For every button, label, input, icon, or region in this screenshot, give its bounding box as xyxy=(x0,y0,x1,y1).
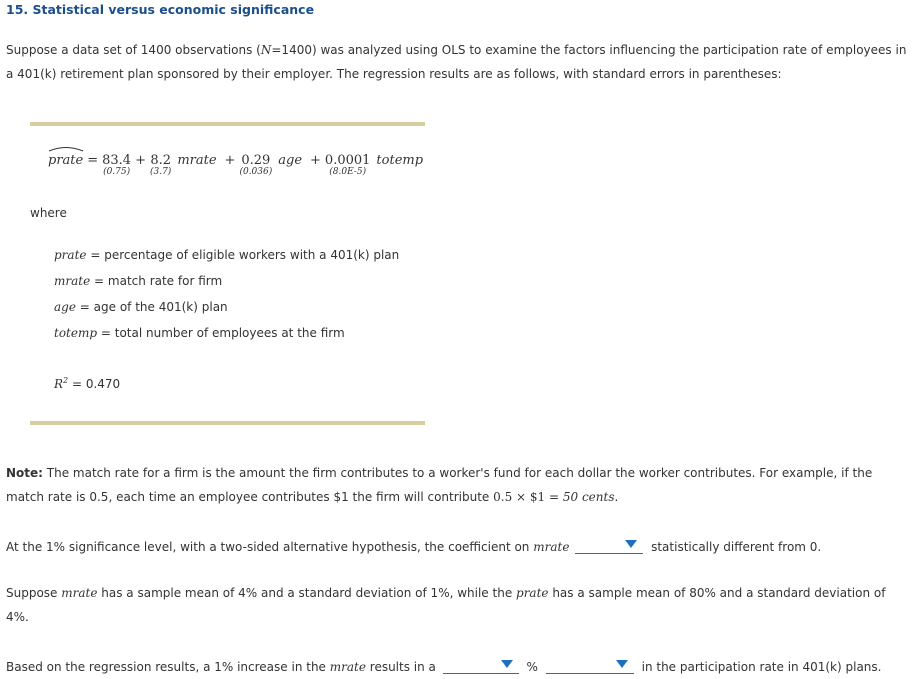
question-3: Based on the regression results, a 1% increase in the mrate results in a % in the participation rate in 401(k) plans. xyxy=(6,657,881,674)
term-coef-totemp: 0.0001 (8.0E-5) xyxy=(324,153,371,177)
question-2-line-1: Suppose mrate has a sample mean of 4% and a standard deviation of 1%, while the prate has a sample mean of 80% and a standard deviation of xyxy=(6,586,886,600)
question-2-line-2: 4%. xyxy=(6,610,29,624)
significance-dropdown[interactable] xyxy=(575,537,643,554)
definition-prate: prate = percentage of eligible workers with a 401(k) plan xyxy=(54,248,400,262)
chevron-down-icon[interactable] xyxy=(625,540,637,548)
definition-mrate: mrate = match rate for firm xyxy=(54,274,223,288)
intro-paragraph xyxy=(6,38,912,86)
intro-line-1: Suppose a data set of 1400 observations (N=1400) was analyzed using OLS to examine the factors influencing the participation rate of employees in xyxy=(6,43,907,57)
term-coef-mrate: 8.2 (3.7) xyxy=(149,153,172,177)
amount-dropdown[interactable] xyxy=(443,657,519,674)
note-paragraph xyxy=(6,461,912,509)
question-2 xyxy=(6,581,912,629)
note-line-2: match rate is 0.5, each time an employee contributes $1 the firm will contribute 0.5 × $1 = 50 cents. xyxy=(6,490,619,504)
r-squared: $R^2 = 0.470$ xyxy=(54,376,121,391)
where-label: where xyxy=(30,206,67,220)
definition-totemp: totemp = total number of employees at the firm xyxy=(54,326,345,340)
regression-equation: prate = 83.4 (0.75) + 8.2 (3.7) mrate + 0.29 (0.036) age + 0.0001 (8.0E-5) totemp xyxy=(48,152,427,177)
lhs: prate xyxy=(48,152,83,170)
note-line-1: Note: The match rate for a firm is the amount the firm contributes to a worker's fund for each dollar the worker contributes. For example, if the xyxy=(6,466,873,480)
question-1: At the 1% significance level, with a two-sided alternative hypothesis, the coefficient on mrate statistically different from 0. xyxy=(6,537,821,554)
bottom-rule xyxy=(30,421,425,425)
chevron-down-icon[interactable] xyxy=(616,660,628,668)
term-coef-age: 0.29 (0.036) xyxy=(239,153,273,177)
definition-age: age = age of the 401(k) plan xyxy=(54,300,228,314)
question-title: 15. Statistical versus economic significance xyxy=(6,2,315,17)
intro-line-2: a 401(k) retirement plan sponsored by their employer. The regression results are as follows, with standard errors in parentheses: xyxy=(6,67,782,81)
chevron-down-icon[interactable] xyxy=(501,660,513,668)
hat-icon xyxy=(48,146,84,152)
term-intercept: 83.4 (0.75) xyxy=(102,153,132,177)
direction-dropdown[interactable] xyxy=(546,657,634,674)
top-rule xyxy=(30,122,425,126)
